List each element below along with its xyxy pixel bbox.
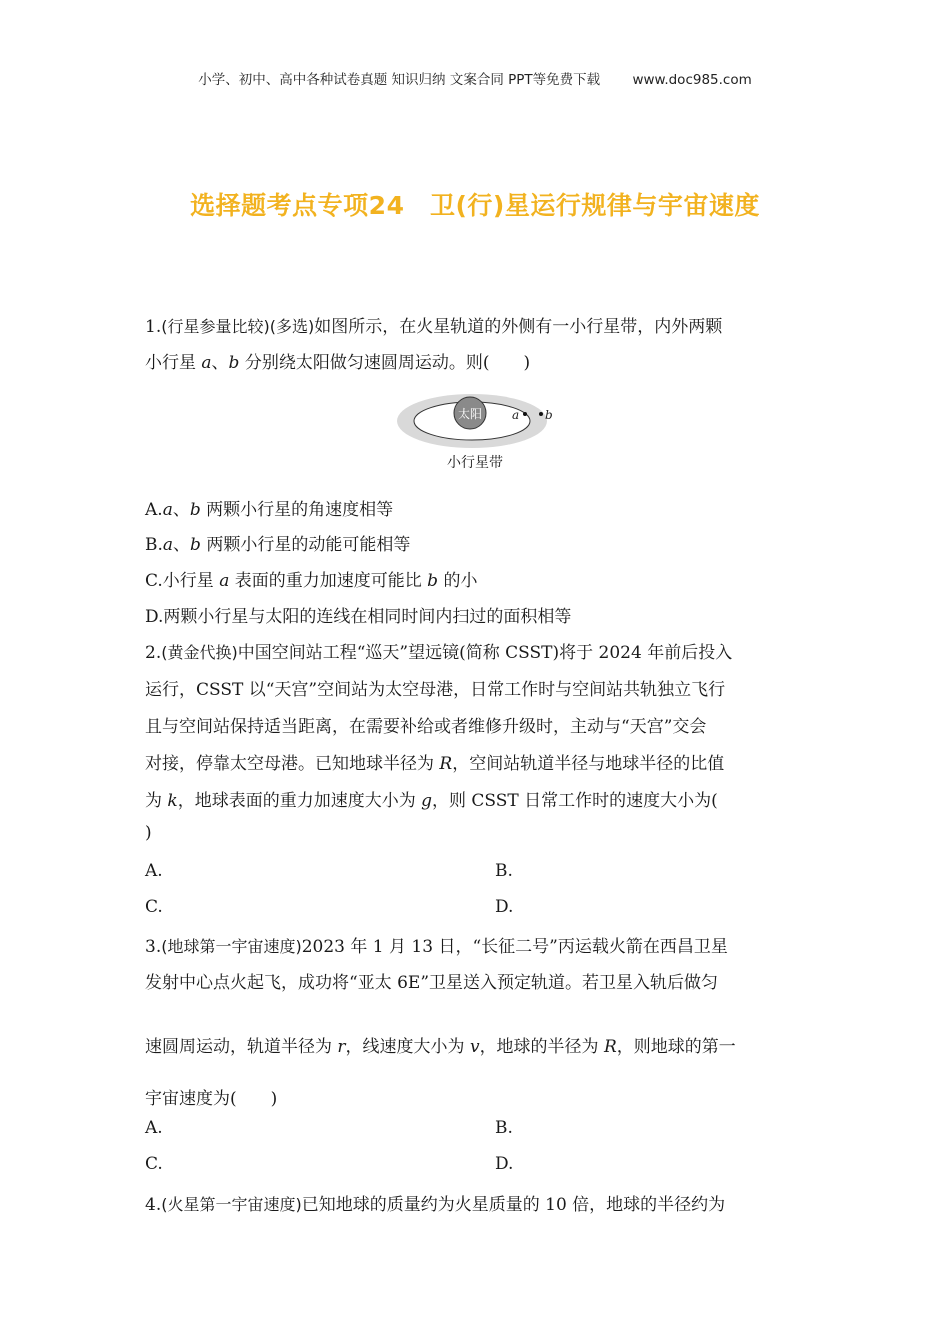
q2-options-row1 — [145, 861, 810, 881]
q1-line1: 1.(行星参量比较)(多选)如图所示，在火星轨道的外侧有一小行星带，内外两颗 — [145, 317, 723, 337]
q2-line2: 运行，CSST 以“天宫”空间站为太空母港，日常工作时与空间站共轨独立飞行 — [145, 680, 726, 700]
q2-line6: ) — [145, 823, 152, 843]
q1-option-c[interactable]: C.小行星 a 表面的重力加速度可能比 b 的小 — [145, 571, 478, 591]
q3-options-row1 — [145, 1118, 810, 1138]
q3-tag: (地球第一宇宙速度) — [161, 937, 302, 956]
asteroid-b-dot — [539, 412, 543, 416]
q4-line1: 4.(火星第一宇宙速度)已知地球的质量约为火星质量的 10 倍，地球的半径约为 — [145, 1195, 726, 1215]
q2-tag: (黄金代换) — [161, 643, 238, 662]
q4-tag: (火星第一宇宙速度) — [161, 1195, 302, 1214]
q2-options-row2 — [145, 897, 810, 917]
q3-line3: 速圆周运动，轨道半径为 r，线速度大小为 v，地球的半径为 R，则地球的第一 — [145, 1037, 736, 1057]
asteroid-a-label: a — [512, 408, 520, 422]
q1-tag: (行星参量比较)(多选) — [161, 317, 315, 336]
q3-option-b[interactable]: B. — [495, 1118, 513, 1138]
sun-label: 太阳 — [457, 407, 483, 421]
q2-line5: 为 k，地球表面的重力加速度大小为 g，则 CSST 日常工作时的速度大小为( — [145, 791, 718, 811]
q3-option-d[interactable]: D. — [495, 1154, 514, 1174]
asteroid-b-label: b — [545, 408, 553, 422]
q2-line1: 2.(黄金代换)中国空间站工程“巡天”望远镜(简称 CSST)将于 2024 年前后投入 — [145, 643, 733, 663]
q1-line2: 小行星 a、b 分别绕太阳做匀速圆周运动。则( ) — [145, 353, 531, 373]
q3-line2: 发射中心点火起飞，成功将“亚太 6E”卫星送入预定轨道。若卫星入轨后做匀 — [145, 973, 719, 993]
q3-option-c[interactable]: C. — [145, 1154, 163, 1174]
q1-option-b[interactable]: B.a、b 两颗小行星的动能可能相等 — [145, 535, 411, 555]
page-header — [0, 68, 950, 88]
q2-option-b[interactable]: B. — [495, 861, 513, 881]
q1-option-d[interactable]: D.两颗小行星与太阳的连线在相同时间内扫过的面积相等 — [145, 607, 572, 627]
q1-option-a[interactable]: A.a、b 两颗小行星的角速度相等 — [145, 500, 394, 520]
figure-caption: 小行星带 — [447, 455, 503, 471]
page-title: 选择题考点专项24 卫(行)星运行规律与宇宙速度 — [190, 191, 760, 220]
header-text: 小学、初中、高中各种试卷真题 知识归纳 文案合同 PPT等免费下载 — [198, 72, 601, 88]
header-site-link[interactable]: www.doc985.com — [632, 72, 752, 88]
q2-line4: 对接，停靠太空母港。已知地球半径为 R，空间站轨道半径与地球半径的比值 — [145, 754, 725, 774]
asteroid-a-dot — [523, 412, 527, 416]
q2-option-d[interactable]: D. — [495, 897, 514, 917]
q3-line4: 宇宙速度为( ) — [145, 1089, 278, 1109]
q2-line3: 且与空间站保持适当距离，在需要补给或者维修升级时，主动与“天宫”交会 — [145, 717, 707, 737]
q2-option-a[interactable]: A. — [145, 861, 163, 881]
q3-line1: 3.(地球第一宇宙速度)2023 年 1 月 13 日，“长征二号”丙运载火箭在西昌卫星 — [145, 937, 728, 957]
q3-option-a[interactable]: A. — [145, 1118, 163, 1138]
q3-options-row2 — [145, 1154, 810, 1174]
q2-option-c[interactable]: C. — [145, 897, 163, 917]
